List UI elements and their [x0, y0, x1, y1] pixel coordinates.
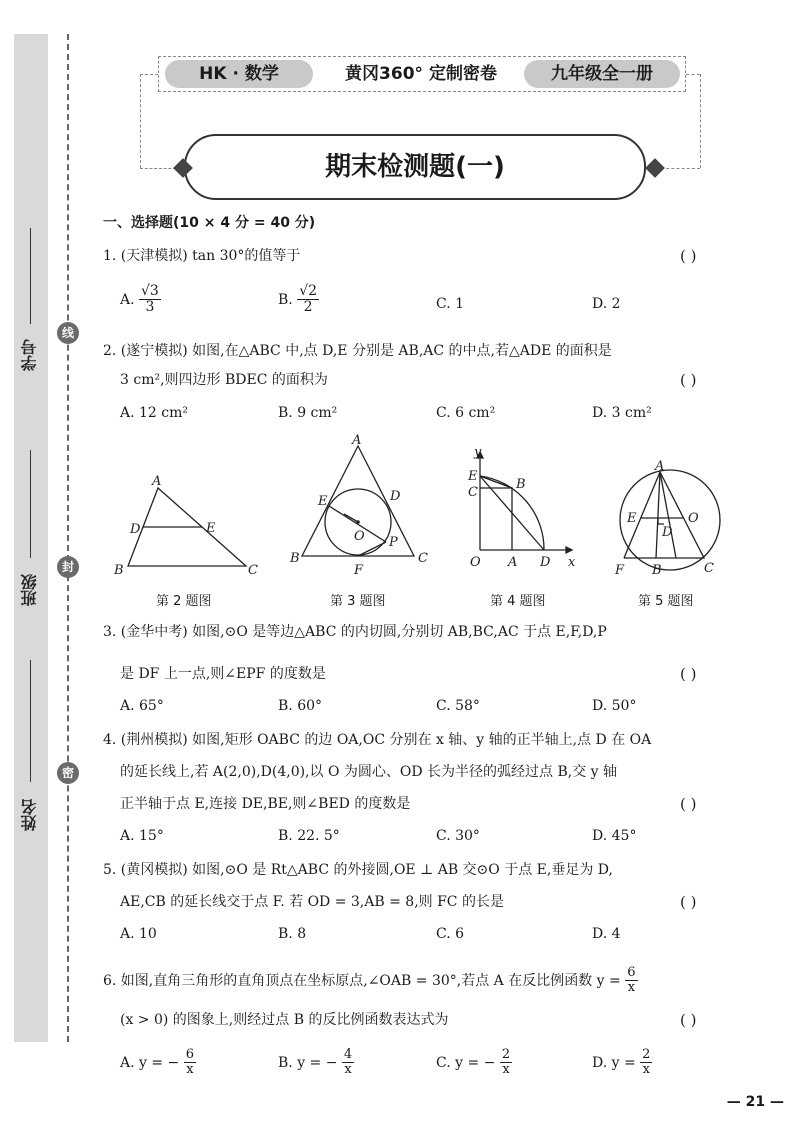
fig5-label-f: F: [615, 563, 625, 578]
class-blank: [30, 450, 31, 558]
q6-option-d-fraction: [640, 1048, 652, 1078]
fig4-label-x: x: [568, 555, 576, 570]
q3-answer-blank: ( ): [680, 665, 697, 683]
seal-seal-badge: 封: [57, 556, 79, 578]
q5-option-b: B. 8: [278, 926, 307, 942]
q4-stem-line2: 的延长线上,若 A(2,0),D(4,0),以 O 为圆心、OD 长为半径的弧经过点 B,交 y 轴: [120, 764, 618, 780]
q6-answer-blank: ( ): [680, 1011, 697, 1029]
fig5-label-e: E: [627, 511, 637, 526]
q3-stem-line2: 是 DF 上一点,则∠EPF 的度数是: [120, 666, 326, 682]
fig3-radius: [344, 514, 358, 522]
q6-option-a-den: x: [186, 1062, 194, 1078]
q2-option-b: B. 9 cm²: [278, 405, 338, 421]
fig3-center-dot: [356, 520, 360, 524]
q2-stem-line1: 2. (遂宁模拟) 如图,在△ABC 中,点 D,E 分别是 AB,AC 的中点,若△ADE 的面积是: [103, 343, 612, 359]
figure-2: [128, 488, 246, 566]
q1-answer-blank: ( ): [680, 247, 697, 265]
q1-option-a-label: A.: [120, 291, 135, 308]
fig5-caption: 第 5 题图: [638, 594, 694, 609]
q4-stem-line3: 正半轴于点 E,连接 DE,BE,则∠BED 的度数是: [120, 796, 411, 812]
fig3-label-d: D: [390, 489, 401, 504]
fig4-label-c: C: [468, 485, 478, 500]
fig3-label-f: F: [354, 563, 364, 578]
q6-stem-line1: [103, 966, 638, 996]
q5-option-d: D. 4: [592, 926, 621, 942]
q3-option-b: B. 60°: [278, 698, 323, 714]
fig2-label-a: A: [152, 474, 162, 489]
q1-option-b-fraction: [297, 284, 319, 316]
fig3-label-a: A: [352, 433, 362, 448]
q1-option-b: [278, 284, 319, 316]
fig4-label-e: E: [468, 469, 478, 484]
fig2-caption: 第 2 题图: [156, 594, 212, 609]
seal-line-badge: 线: [57, 322, 79, 344]
fig3-label-c: C: [418, 551, 428, 566]
q6-option-b-den: x: [344, 1062, 352, 1078]
fig5-label-a: A: [655, 459, 665, 474]
q4-answer-blank: ( ): [680, 795, 697, 813]
q6-option-a-num: 6: [185, 1047, 195, 1062]
q6-option-a-label: A. y = −: [120, 1054, 180, 1071]
fig5-label-d: D: [662, 525, 673, 540]
q4-option-b: B. 22. 5°: [278, 828, 340, 844]
q4-option-d: D. 45°: [592, 828, 637, 844]
q4-option-c: C. 30°: [436, 828, 480, 844]
q6-option-b-fraction: [342, 1048, 354, 1078]
q6-option-b-num: 4: [343, 1047, 353, 1062]
q4-option-a: A. 15°: [120, 828, 164, 844]
q6-option-d-num: 2: [642, 1047, 651, 1062]
header-connector-right-top: [686, 74, 700, 75]
q4-stem-line1: 4. (荆州模拟) 如图,矩形 OABC 的边 OA,OC 分别在 x 轴、y 轴的正半轴上,点 D 在 OA: [103, 732, 652, 748]
q1-option-a-den: 3: [145, 299, 155, 316]
q5-option-a: A. 10: [120, 926, 157, 942]
binding-margin: [14, 34, 48, 1042]
q6-option-a-fraction: [184, 1048, 196, 1078]
page-number: — 21 —: [726, 1094, 784, 1110]
series-name: 黄冈360° 定制密卷: [345, 64, 497, 84]
student-no-blank: [30, 228, 31, 324]
page-title: 期末检测题(一): [325, 152, 505, 182]
cut-line: [67, 34, 69, 1042]
fig3-label-o: O: [354, 529, 365, 544]
q5-answer-blank: ( ): [680, 893, 697, 911]
header-connector-left-top: [140, 74, 158, 75]
q5-stem-line2: AE,CB 的延长线交于点 F. 若 OD = 3,AB = 8,则 FC 的长是: [120, 894, 504, 910]
name-blank: [30, 660, 31, 782]
fig4-label-y: y: [474, 445, 482, 460]
fig3-label-b: B: [290, 551, 300, 566]
subject-badge: HK · 数学: [165, 60, 313, 88]
grade-badge: 九年级全一册: [524, 60, 680, 88]
fig2-label-c: C: [248, 563, 258, 578]
q1-option-b-label: B.: [278, 291, 293, 308]
fig3-label-e: E: [318, 494, 328, 509]
figures-row: [100, 430, 780, 590]
q6-option-a: [120, 1048, 196, 1078]
q1-option-a: [120, 284, 161, 316]
q2-option-a: A. 12 cm²: [120, 405, 189, 421]
fig3-segment-fp: [358, 542, 386, 556]
header-connector-right: [700, 74, 701, 168]
q6-stem-den: x: [627, 980, 636, 996]
fig3-caption: 第 3 题图: [330, 594, 386, 609]
fig5-right-angle-mark: [658, 518, 664, 524]
q3-option-a: A. 65°: [120, 698, 164, 714]
fig5-diameter: [660, 472, 676, 558]
q2-option-d: D. 3 cm²: [592, 405, 652, 421]
figure-4: [477, 452, 572, 553]
q1-option-c: C. 1: [436, 296, 465, 312]
q6-option-b: [278, 1048, 354, 1078]
q1-option-b-num: √2: [299, 283, 318, 299]
q1-option-b-den: 2: [303, 299, 313, 316]
q6-stem-line2: (x > 0) 的图象上,则经过点 B 的反比例函数表达式为: [120, 1012, 449, 1028]
class-label: 班级: [20, 574, 39, 606]
q1-stem: 1. (天津模拟) tan 30°的值等于: [103, 248, 301, 264]
q2-answer-blank: ( ): [680, 371, 697, 389]
fig5-label-b: B: [652, 563, 662, 578]
q2-stem-line2: 3 cm²,则四边形 BDEC 的面积为: [120, 372, 328, 388]
fig4-label-d: D: [540, 555, 551, 570]
q6-stem-num: 6: [627, 965, 636, 980]
q5-option-c: C. 6: [436, 926, 465, 942]
q6-option-c: [436, 1048, 512, 1078]
q3-stem-line1: 3. (金华中考) 如图,⊙O 是等边△ABC 的内切圆,分别切 AB,BC,AC 于点 E,F,D,P: [103, 624, 607, 640]
q6-option-d-label: D. y =: [592, 1054, 636, 1071]
q6-option-b-label: B. y = −: [278, 1054, 338, 1071]
fig5-label-c: C: [704, 561, 714, 576]
q6-stem-fraction: [625, 966, 637, 996]
q6-option-c-num: 2: [501, 1047, 511, 1062]
fig4-label-b: B: [516, 477, 526, 492]
q6-option-c-label: C. y = −: [436, 1054, 496, 1071]
fig2-label-d: D: [130, 522, 141, 537]
fig2-label-b: B: [114, 563, 124, 578]
fig4-x-arrow-icon: [566, 547, 572, 553]
fig4-label-o: O: [470, 555, 481, 570]
q1-option-d: D. 2: [592, 296, 621, 312]
fig3-label-p: P: [389, 535, 398, 550]
q6-option-c-fraction: [500, 1048, 512, 1078]
q3-option-d: D. 50°: [592, 698, 637, 714]
fig4-caption: 第 4 题图: [490, 594, 546, 609]
q3-option-c: C. 58°: [436, 698, 480, 714]
q6-option-d: [592, 1048, 652, 1078]
q1-option-a-num: √3: [141, 283, 159, 299]
student-no-label: 学号: [20, 339, 39, 371]
header-connector-left: [140, 74, 141, 168]
section-heading: 一、选择题(10 × 4 分 = 40 分): [103, 215, 316, 231]
fig4-label-a: A: [508, 555, 518, 570]
header-connector-left-bottom: [140, 168, 176, 169]
fig5-label-o: O: [688, 511, 699, 526]
fig4-rectangle: [480, 488, 512, 550]
q1-option-a-fraction: [139, 284, 161, 316]
name-label: 姓名: [20, 799, 39, 831]
q2-option-c: C. 6 cm²: [436, 405, 496, 421]
diamond-right-icon: [645, 158, 665, 178]
fig2-label-e: E: [206, 521, 216, 536]
q6-option-d-den: x: [642, 1062, 650, 1078]
seal-secret-badge: 密: [57, 762, 79, 784]
q6-option-c-den: x: [502, 1062, 510, 1078]
q5-stem-line1: 5. (黄冈模拟) 如图,⊙O 是 Rt△ABC 的外接圆,OE ⊥ AB 交⊙O 于点 E,垂足为 D,: [103, 862, 613, 878]
q6-stem-line1-text: 6. 如图,直角三角形的直角顶点在坐标原点,∠OAB = 30°,若点 A 在反比例函数 y =: [103, 972, 621, 989]
